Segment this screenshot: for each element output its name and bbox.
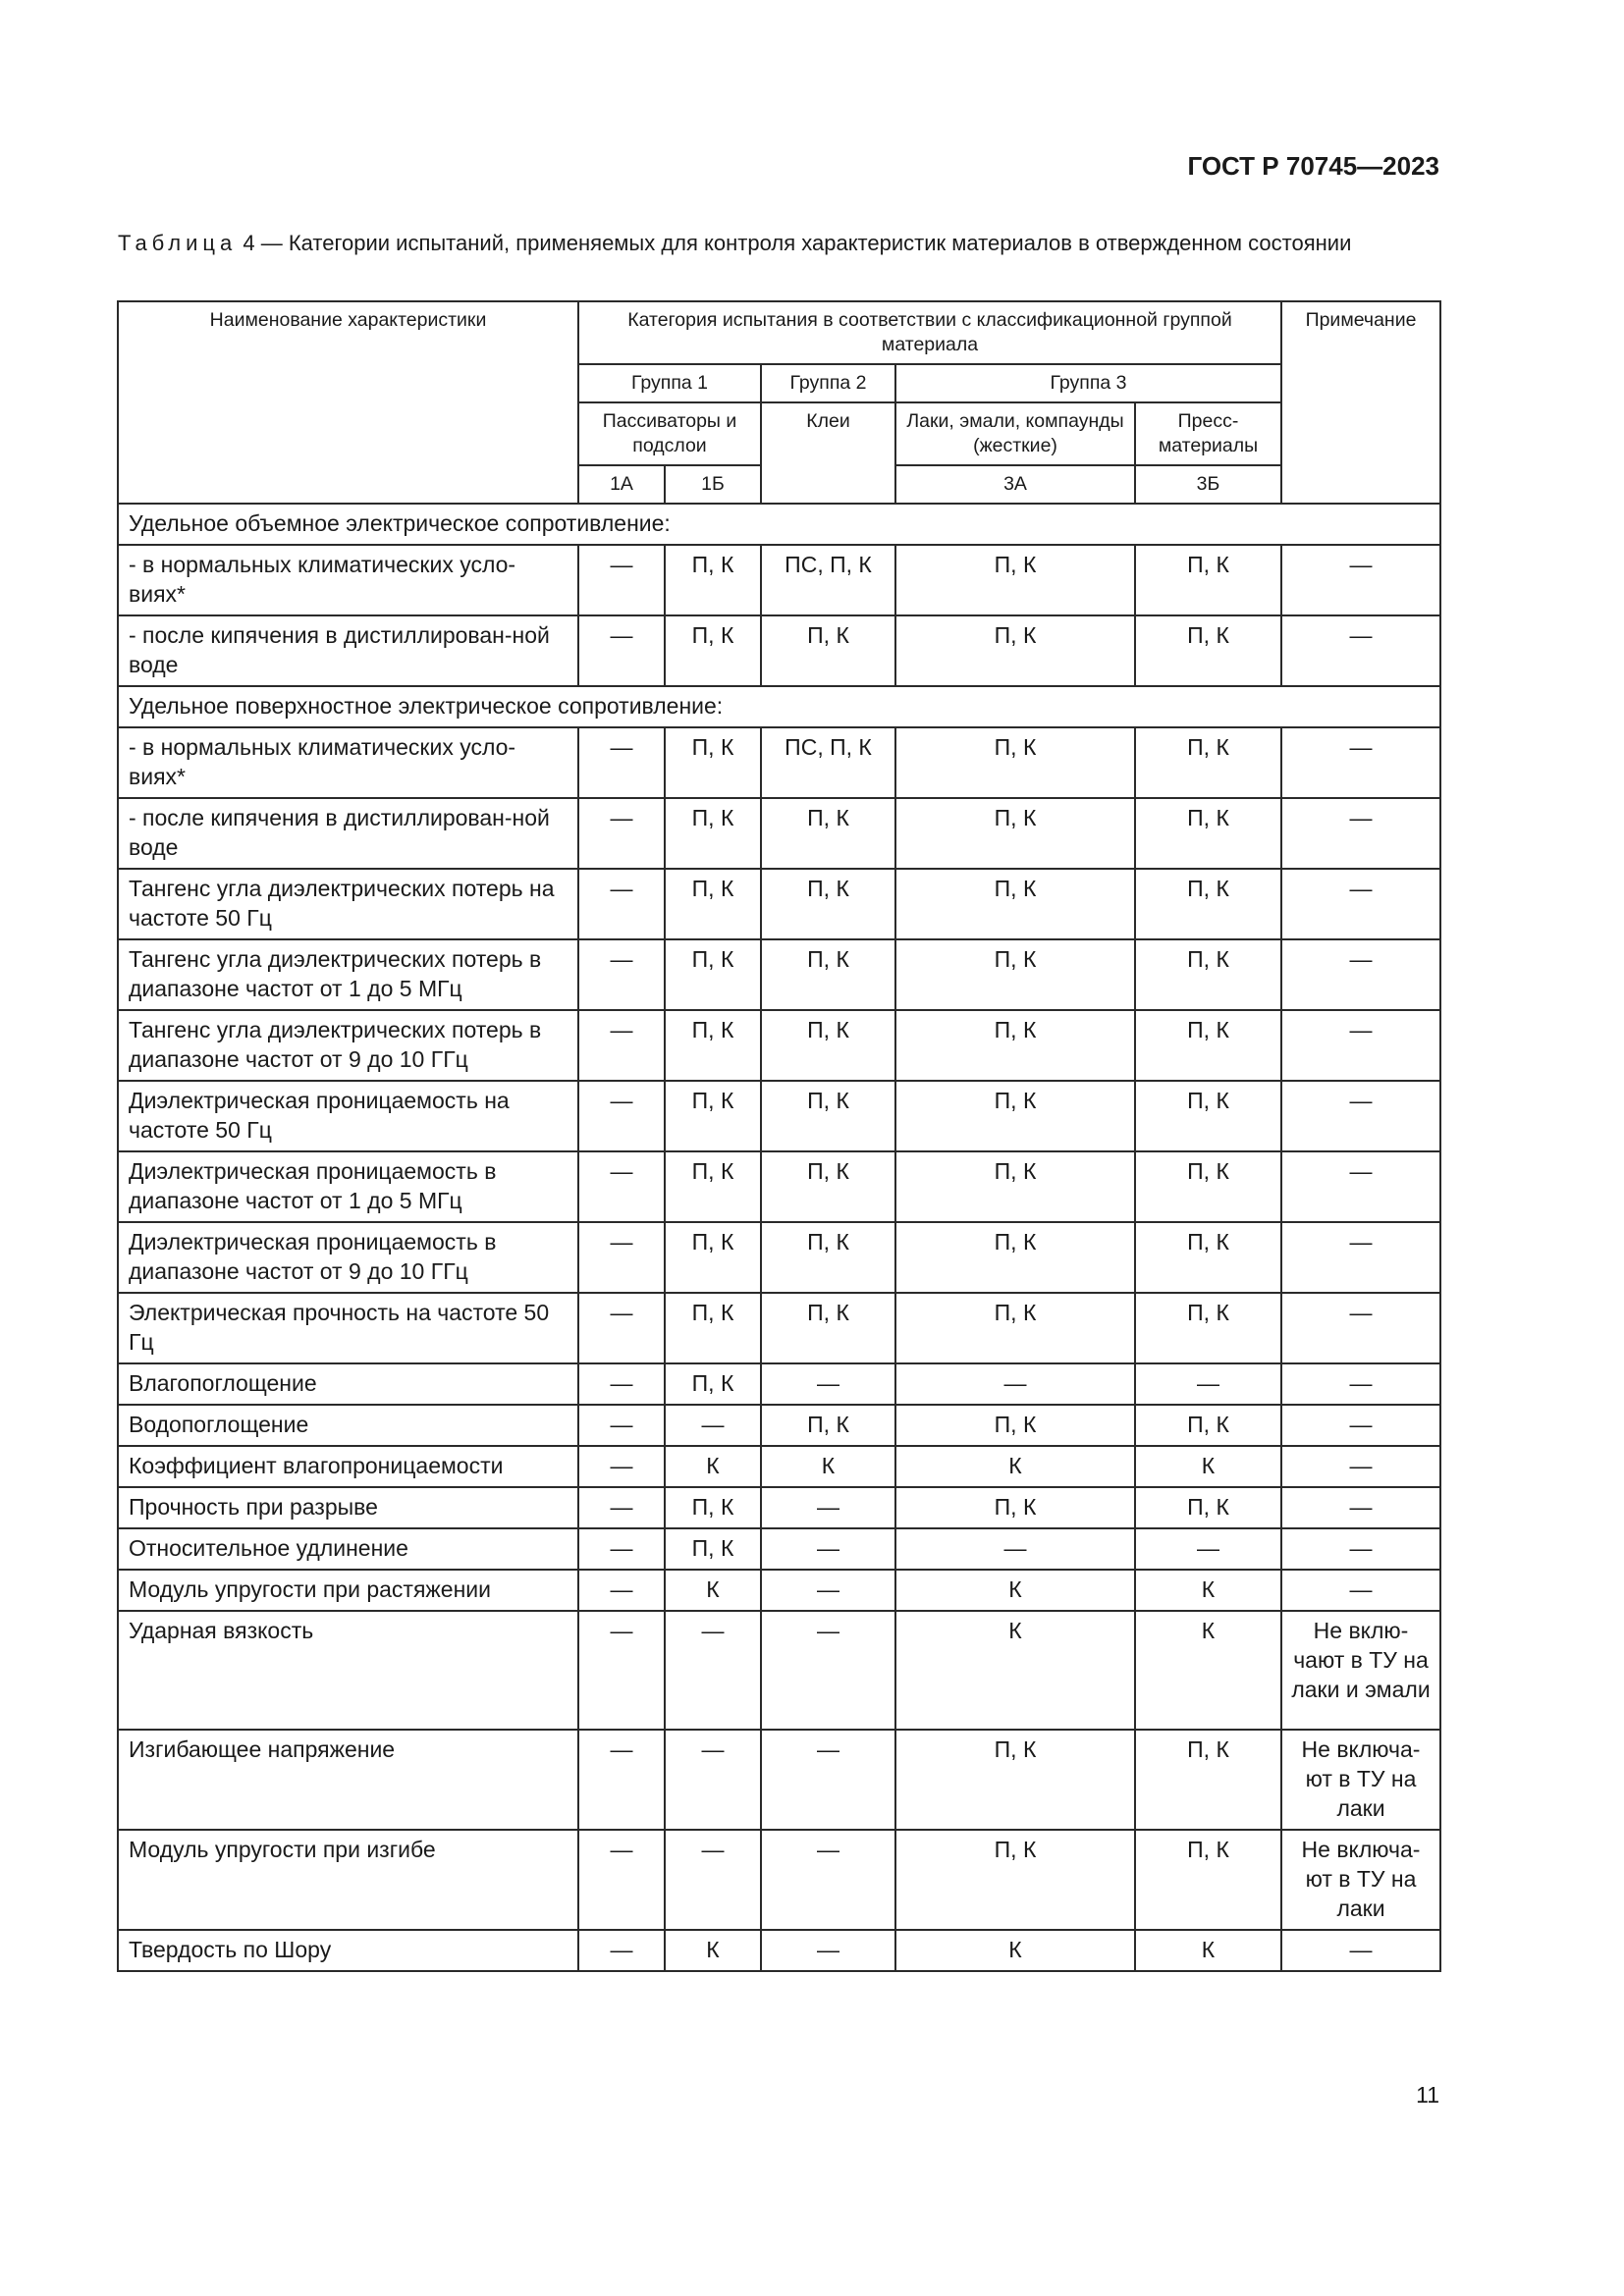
cell-1a: — [578,1222,665,1293]
characteristic-name: - в нормальных климатических усло-виях* [118,545,578,615]
cell-1a: — [578,1405,665,1446]
cell-3a: К [895,1446,1135,1487]
characteristic-name: - после кипячения в дистиллирован-ной воде [118,798,578,869]
cell-note: — [1281,1151,1440,1222]
header-code-1b: 1Б [665,465,761,504]
table-row [118,1151,1440,1222]
cell-2: — [761,1363,895,1405]
cell-3a: П, К [895,798,1135,869]
cell-1b: П, К [665,1081,761,1151]
table-row [118,615,1440,686]
cell-1a: — [578,1010,665,1081]
characteristic-name: Прочность при разрыве [118,1487,578,1528]
cell-1b: П, К [665,1487,761,1528]
table-row [118,1528,1440,1570]
cell-3a: П, К [895,1830,1135,1930]
cell-1a: — [578,545,665,615]
cell-2: П, К [761,1405,895,1446]
header-press-materials: Пресс-материалы [1135,402,1281,465]
cell-note: — [1281,545,1440,615]
cell-3b: П, К [1135,1830,1281,1930]
cell-1b: — [665,1405,761,1446]
cell-3a: П, К [895,1010,1135,1081]
cell-1a: — [578,1081,665,1151]
characteristic-name: Тангенс угла диэлектрических потерь на частоте 50 Гц [118,869,578,939]
cell-3b: П, К [1135,869,1281,939]
header-code-1a: 1А [578,465,665,504]
table-row [118,1570,1440,1611]
header-note: Примечание [1281,301,1440,504]
cell-3a: П, К [895,1222,1135,1293]
cell-3a: П, К [895,615,1135,686]
section-row [118,504,1440,545]
cell-1b: П, К [665,1363,761,1405]
table-row [118,545,1440,615]
cell-1a: — [578,615,665,686]
characteristic-name: - после кипячения в дистиллирован-ной воде [118,615,578,686]
cell-3b: К [1135,1446,1281,1487]
cell-1a: — [578,1446,665,1487]
cell-3b: П, К [1135,1487,1281,1528]
cell-3a: П, К [895,1405,1135,1446]
cell-3a: П, К [895,1293,1135,1363]
cell-3b: П, К [1135,1151,1281,1222]
cell-3b: К [1135,1611,1281,1730]
cell-3a: П, К [895,1151,1135,1222]
cell-1a: — [578,727,665,798]
cell-3a: П, К [895,869,1135,939]
header-row-1 [118,301,1440,364]
characteristic-name: Водопоглощение [118,1405,578,1446]
cell-3b: — [1135,1528,1281,1570]
cell-note: — [1281,615,1440,686]
cell-1b: П, К [665,1528,761,1570]
cell-3a: П, К [895,1487,1135,1528]
cell-1b: К [665,1570,761,1611]
table-row [118,1930,1440,1971]
table-row [118,1830,1440,1930]
table-row [118,939,1440,1010]
table-row [118,1081,1440,1151]
table-caption [118,228,1439,258]
cell-1a: — [578,1363,665,1405]
cell-1a: — [578,1930,665,1971]
cell-3b: П, К [1135,939,1281,1010]
cell-1b: П, К [665,545,761,615]
header-passivators: Пассиваторы и подслои [578,402,761,465]
cell-1b: П, К [665,798,761,869]
cell-1b: — [665,1730,761,1830]
characteristic-name: Влагопоглощение [118,1363,578,1405]
cell-3a: П, К [895,1730,1135,1830]
cell-1b: К [665,1446,761,1487]
cell-1b: П, К [665,869,761,939]
cell-3b: П, К [1135,545,1281,615]
cell-3b: П, К [1135,1293,1281,1363]
cell-note: — [1281,1363,1440,1405]
cell-3b: П, К [1135,1010,1281,1081]
cell-3a: К [895,1570,1135,1611]
characteristic-name: - в нормальных климатических усло-виях* [118,727,578,798]
cell-3b: П, К [1135,1405,1281,1446]
characteristic-name: Ударная вязкость [118,1611,578,1730]
table-row [118,1010,1440,1081]
cell-1b: — [665,1611,761,1730]
table-row [118,1611,1440,1730]
header-adhesives: Клеи [761,402,895,504]
table-caption-label: Таблица [118,231,238,255]
characteristic-name: Диэлектрическая проницаемость в диапазоне частот от 1 до 5 МГц [118,1151,578,1222]
table-row [118,1446,1440,1487]
cell-1a: — [578,869,665,939]
cell-note: — [1281,1405,1440,1446]
cell-2: П, К [761,869,895,939]
standard-number: ГОСТ Р 70745—2023 [1187,151,1439,181]
cell-1a: — [578,939,665,1010]
cell-3b: К [1135,1570,1281,1611]
cell-1b: П, К [665,727,761,798]
cell-3a: П, К [895,545,1135,615]
header-varnishes: Лаки, эмали, компаунды (жесткие) [895,402,1135,465]
header-category: Категория испытания в соответствии с классификационной группой материала [578,301,1281,364]
cell-2: П, К [761,1081,895,1151]
cell-2: — [761,1930,895,1971]
cell-2: П, К [761,798,895,869]
cell-note: — [1281,1528,1440,1570]
characteristic-name: Модуль упругости при растяжении [118,1570,578,1611]
cell-3a: — [895,1363,1135,1405]
cell-1b: — [665,1830,761,1930]
characteristic-name: Электрическая прочность на частоте 50 Гц [118,1293,578,1363]
header-code-3a: 3А [895,465,1135,504]
cell-2: ПС, П, К [761,545,895,615]
cell-3a: П, К [895,1081,1135,1151]
cell-3b: П, К [1135,798,1281,869]
section-title: Удельное объемное электрическое сопротивление: [118,504,1440,545]
cell-1a: — [578,1528,665,1570]
cell-note: — [1281,1487,1440,1528]
cell-1a: — [578,1730,665,1830]
cell-2: П, К [761,1151,895,1222]
cell-1a: — [578,1830,665,1930]
cell-note: — [1281,1081,1440,1151]
cell-3b: П, К [1135,1730,1281,1830]
table-row [118,1487,1440,1528]
cell-2: П, К [761,615,895,686]
page-number: 11 [1416,2082,1439,2108]
header-group-3: Группа 3 [895,364,1281,402]
cell-note: — [1281,869,1440,939]
cell-1a: — [578,1570,665,1611]
cell-2: — [761,1528,895,1570]
table-row [118,727,1440,798]
cell-note: — [1281,798,1440,869]
cell-3a: К [895,1611,1135,1730]
characteristic-name: Относительное удлинение [118,1528,578,1570]
cell-1a: — [578,798,665,869]
cell-2: П, К [761,1010,895,1081]
characteristic-name: Тангенс угла диэлектрических потерь в диапазоне частот от 1 до 5 МГц [118,939,578,1010]
cell-2: — [761,1830,895,1930]
cell-note: — [1281,1010,1440,1081]
cell-2: П, К [761,1293,895,1363]
characteristic-name: Диэлектрическая проницаемость в диапазоне частот от 9 до 10 ГГц [118,1222,578,1293]
table-row [118,1293,1440,1363]
cell-3b: П, К [1135,1081,1281,1151]
cell-note: Не включа-ют в ТУ на лаки [1281,1730,1440,1830]
header-code-3b: 3Б [1135,465,1281,504]
cell-note: — [1281,1222,1440,1293]
section-row [118,686,1440,727]
cell-3a: П, К [895,727,1135,798]
cell-1a: — [578,1611,665,1730]
cell-2: К [761,1446,895,1487]
cell-3a: — [895,1528,1135,1570]
cell-3b: — [1135,1363,1281,1405]
header-name: Наименование характеристики [118,301,578,504]
characteristic-name: Коэффициент влагопроницаемости [118,1446,578,1487]
cell-note: — [1281,727,1440,798]
characteristic-name: Изгибающее напряжение [118,1730,578,1830]
cell-note: — [1281,1930,1440,1971]
cell-1b: К [665,1930,761,1971]
cell-note: Не вклю-чают в ТУ на лаки и эмали [1281,1611,1440,1730]
cell-3b: П, К [1135,1222,1281,1293]
cell-2: — [761,1611,895,1730]
cell-1a: — [578,1151,665,1222]
cell-2: — [761,1570,895,1611]
table-row [118,1222,1440,1293]
cell-1b: П, К [665,1293,761,1363]
cell-1a: — [578,1293,665,1363]
cell-1b: П, К [665,1010,761,1081]
cell-2: П, К [761,939,895,1010]
cell-note: — [1281,1293,1440,1363]
cell-3b: К [1135,1930,1281,1971]
characteristic-name: Тангенс угла диэлектрических потерь в диапазоне частот от 9 до 10 ГГц [118,1010,578,1081]
cell-1b: П, К [665,1151,761,1222]
section-title: Удельное поверхностное электрическое сопротивление: [118,686,1440,727]
cell-note: — [1281,1446,1440,1487]
table-row [118,1363,1440,1405]
test-categories-table [117,300,1441,1972]
characteristic-name: Твердость по Шору [118,1930,578,1971]
table-row [118,798,1440,869]
cell-note: — [1281,939,1440,1010]
cell-2: — [761,1487,895,1528]
cell-1b: П, К [665,615,761,686]
table-row [118,869,1440,939]
table-caption-text: 4 — Категории испытаний, применяемых для контроля характеристик материалов в отвержденном состоянии [237,231,1352,255]
cell-2: ПС, П, К [761,727,895,798]
cell-1b: П, К [665,1222,761,1293]
header-group-1: Группа 1 [578,364,761,402]
cell-2: — [761,1730,895,1830]
cell-1b: П, К [665,939,761,1010]
cell-note: — [1281,1570,1440,1611]
table-row [118,1405,1440,1446]
cell-note: Не включа-ют в ТУ на лаки [1281,1830,1440,1930]
cell-3a: К [895,1930,1135,1971]
cell-3b: П, К [1135,615,1281,686]
characteristic-name: Диэлектрическая проницаемость на частоте 50 Гц [118,1081,578,1151]
cell-2: П, К [761,1222,895,1293]
table-row [118,1730,1440,1830]
header-group-2: Группа 2 [761,364,895,402]
characteristic-name: Модуль упругости при изгибе [118,1830,578,1930]
cell-3a: П, К [895,939,1135,1010]
cell-1a: — [578,1487,665,1528]
cell-3b: П, К [1135,727,1281,798]
